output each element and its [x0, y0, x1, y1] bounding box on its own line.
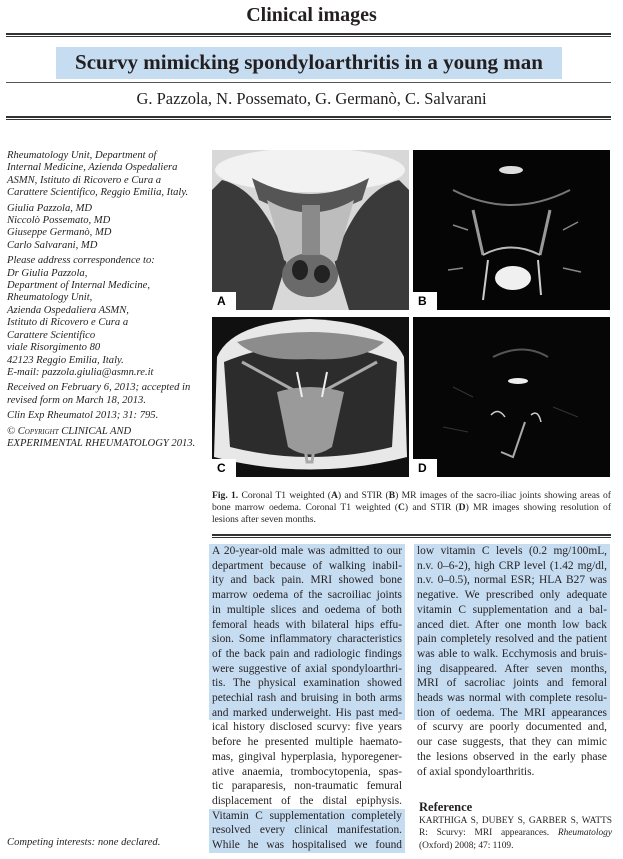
- body-line: the lesions observed in the early phase: [417, 750, 607, 763]
- section-title: Clinical images: [246, 4, 377, 26]
- email-link[interactable]: E-mail: pazzola.giulia@asmn.re.it: [7, 366, 154, 378]
- authors: G. Pazzola, N. Possemato, G. Germanò, C. Salvarani: [136, 89, 487, 108]
- body-line: vitamin C supplementation and a bal-: [414, 603, 610, 618]
- sidebar: [7, 150, 207, 453]
- body-line: A 20-year-old male was admitted to our: [209, 544, 405, 559]
- mri-panel-c: [212, 317, 409, 477]
- body-line: heads was normal with complete resolu-: [414, 691, 610, 706]
- mri-image-c: [212, 317, 409, 477]
- body-line: was able to walk. Ecchymosis and bruis-: [414, 647, 610, 662]
- body-line: n.v. 0–6-2), high CRP level (1.42 mg/dl,: [414, 559, 610, 574]
- body-line: ing disappeared. After seven months,: [414, 662, 610, 677]
- body-line: n.v. 0–0.5), normal ESR; HLA B27 was: [414, 573, 610, 588]
- body-line: ative anaemia, trombocytopenia, spas-: [212, 765, 402, 778]
- reference-journal: Rheumatology: [557, 828, 612, 839]
- body-line: in multiple slices and oedema of both: [209, 603, 405, 618]
- citation: Clin Exp Rheumatol 2013; 31: 795.: [7, 410, 159, 422]
- caption-label: Fig. 1.: [212, 490, 239, 501]
- correspondence: Please address correspondence to: Dr Giulia Pazzola, Department of Internal Medicine, Rheumatology Unit, Azienda Ospedaliera ASMN, Istituto di Ricovero e Cura a Carattere Scientifico viale Risorgimento 80 42123 Reggio Emilia, Italy. E-mail: pazzola.giulia@asmn.re.it: [7, 255, 207, 379]
- figure-1: [212, 150, 611, 481]
- body-line: ical history disclosed scurvy: five years: [212, 721, 402, 734]
- panel-label-c: C: [212, 459, 236, 477]
- body-line: resolved every clinical manifestation.: [209, 823, 405, 838]
- body-line: of the back pain and radiologic findings: [209, 647, 405, 662]
- body-line: displacement of the distal epiphysis.: [212, 794, 402, 807]
- body-line: were suggestive of axial spondyloarthri-: [209, 662, 405, 677]
- mri-image-d: [413, 317, 610, 477]
- body-line: tion of oedema. The MRI appearances: [414, 706, 610, 721]
- body-line: MRI of sacroliac joints and femoral: [414, 676, 610, 691]
- received-dates: Received on February 6, 2013; accepted in revised form on March 18, 2013.: [7, 382, 191, 406]
- body-line: pain completely resolved and the patient: [414, 632, 610, 647]
- mri-image-a: [212, 150, 409, 310]
- mri-panel-b: [413, 150, 610, 310]
- authors-rule: [6, 116, 611, 120]
- body-line: anced diet. After one month low back: [414, 618, 610, 633]
- reference-entry: KARTHIGA S, DUBEY S, GARBER S, WATTS R: Scurvy: MRI appearances. Rheumatology (Oxford) 2008; 47: 1109.: [419, 816, 612, 851]
- article-title: Scurvy mimicking spondyloarthritis in a young man: [75, 50, 543, 74]
- title-rule: [6, 82, 611, 83]
- body-column-2: [414, 544, 610, 779]
- body-column-1: [209, 544, 405, 853]
- body-line: of axial spondyloarthritis.: [417, 765, 535, 778]
- mri-image-b: [413, 150, 610, 310]
- body-line: before he presented multiple haemato-: [212, 736, 402, 749]
- body-line: tis. The physical examination showed: [209, 676, 405, 691]
- panel-label-d: D: [413, 459, 437, 477]
- body-line: ity and back pain. MRI showed bone: [209, 573, 405, 588]
- body-line: low vitamin C levels (0.2 mg/100mL,: [414, 544, 610, 559]
- panel-label-b: B: [413, 292, 437, 310]
- body-line: and marked underweight. His past med-: [209, 706, 405, 721]
- header-rule: [6, 33, 611, 37]
- body-line: department because of walking inabil-: [209, 559, 405, 574]
- panel-label-a: A: [212, 292, 236, 310]
- reference-authors: KARTHIGA S, DUBEY S, GARBER S, WATTS R:: [419, 816, 612, 839]
- body-line: negative. We prescribed only adequate: [414, 588, 610, 603]
- body-line: sion. Some inflammatory characteristics: [209, 632, 405, 647]
- body-line: mas, gingival hyperplasia, hyporegener-: [212, 750, 402, 763]
- reference-heading: Reference: [419, 800, 473, 814]
- body-line: Vitamin C supplementation completely: [209, 809, 405, 824]
- mri-panel-d: [413, 317, 610, 477]
- body-line: marrow oedema of the sacroiliac joints: [209, 588, 405, 603]
- body-line: femoral heads with bilateral hips effu-: [209, 618, 405, 633]
- body-line: tic paraparesis, non-traumatic femural: [212, 780, 402, 793]
- mri-panel-a: [212, 150, 409, 310]
- body-line: of scurvy are poorly documented and,: [417, 721, 607, 734]
- body-line: our case suggests, that they can mimic: [417, 736, 607, 749]
- author-list: Giulia Pazzola, MD Niccolò Possemato, MD Giuseppe Germanò, MD Carlo Salvarani, MD: [7, 202, 112, 251]
- copyright: © Copyright CLINICAL AND EXPERIMENTAL RHEUMATOLOGY 2013.: [7, 425, 196, 449]
- caption-rule: [212, 534, 611, 538]
- body-line: While he was hospitalised we found: [209, 838, 405, 853]
- body-line: petechial rash and bruising in both arms: [209, 691, 405, 706]
- affiliation: Rheumatology Unit, Department of Internal Medicine, Azienda Ospedaliera ASMN, Istituto di Ricovero e Cura a Carattere Scientifico, Reggio Emilia, Italy.: [7, 150, 189, 199]
- competing-interests: Competing interests: none declared.: [7, 837, 161, 848]
- figure-caption: Fig. 1. Coronal T1 weighted (A) and STIR (B) MR images of the sacro-iliac joints showing areas of bone marrow oedema. Coronal T1 weighted (C) and STIR (D) MR images showing resolution of lesions after seven months.: [212, 490, 612, 525]
